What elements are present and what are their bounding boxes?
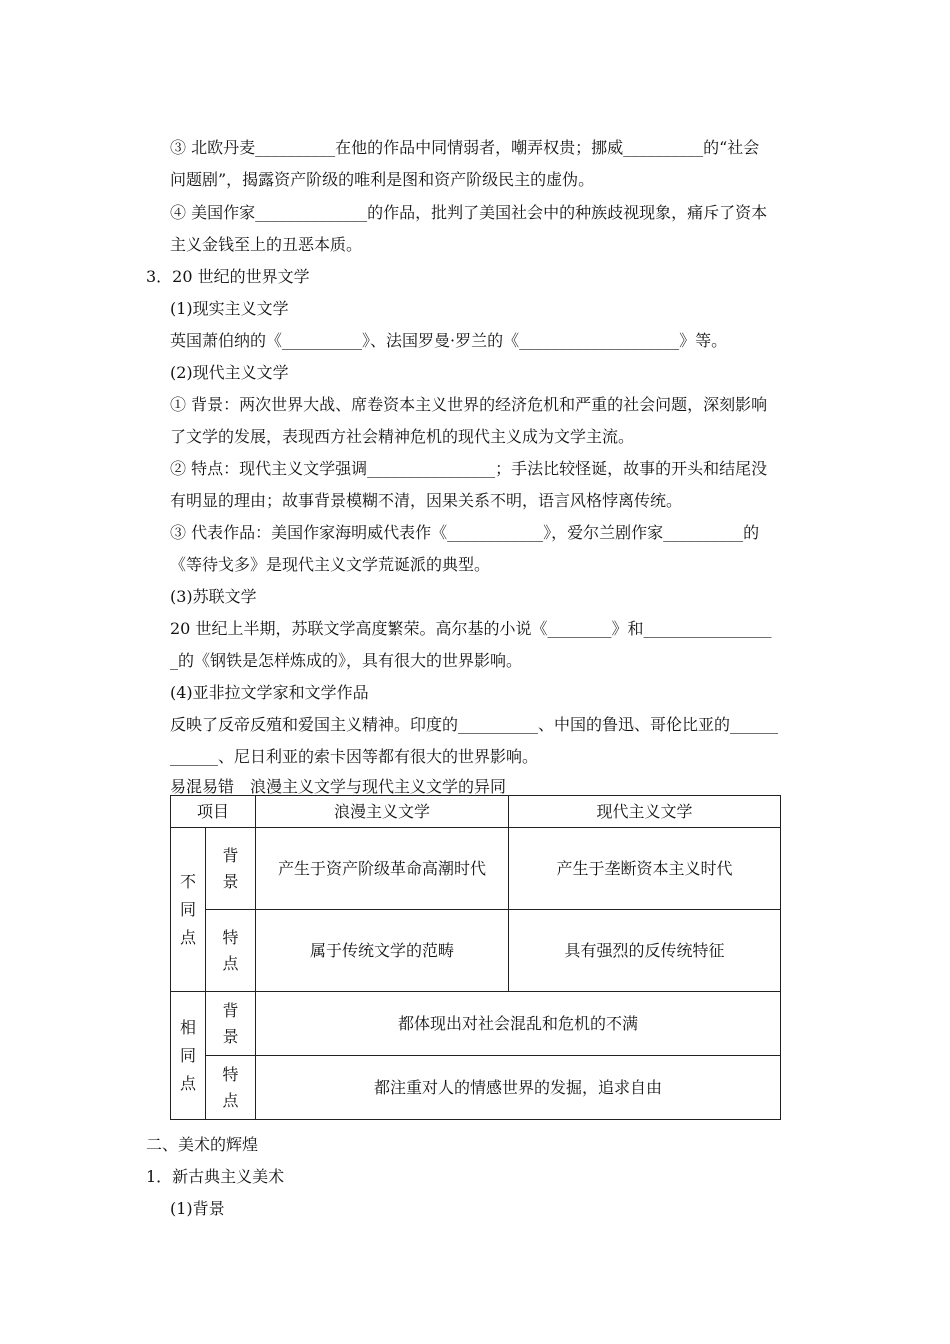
text-line: 反映了反帝反殖和爱国主义精神。印度的__________、中国的鲁迅、哥伦比亚的______ bbox=[170, 715, 779, 734]
table-row bbox=[171, 1056, 781, 1120]
header-modern: 现代主义文学 bbox=[509, 796, 781, 828]
text-line: 问题剧”，揭露资产阶级的唯利是图和资产阶级民主的虚伪。 bbox=[170, 170, 595, 189]
subsection-heading: (2)现代主义文学 bbox=[170, 363, 289, 382]
subrow-feature bbox=[206, 1056, 256, 1120]
subsection-heading: (3)苏联文学 bbox=[170, 587, 257, 606]
row-group-same bbox=[171, 992, 206, 1120]
subrow-background bbox=[206, 828, 256, 910]
background-label: 背景 bbox=[222, 845, 239, 891]
table-header-row bbox=[171, 796, 781, 828]
cell-same-bg: 都体现出对社会混乱和危机的不满 bbox=[256, 992, 781, 1056]
section-heading: 3．20 世纪的世界文学 bbox=[146, 267, 310, 286]
text-line: 20 世纪上半期，苏联文学高度繁荣。高尔基的小说《________》和________________ bbox=[170, 619, 772, 638]
text-line: ④ 美国作家______________的作品，批判了美国社会中的种族歧视现象，痛斥了资本 bbox=[170, 203, 768, 222]
background-label: 背景 bbox=[222, 1000, 239, 1046]
subrow-background bbox=[206, 992, 256, 1056]
cell-diff-feat-romantic: 属于传统文学的范畴 bbox=[256, 910, 509, 992]
subsection-heading: (1)现实主义文学 bbox=[170, 299, 289, 318]
section-heading: 二、美术的辉煌 bbox=[146, 1135, 259, 1154]
cell-same-feat: 都注重对人的情感世界的发掘，追求自由 bbox=[256, 1056, 781, 1120]
table-caption: 易混易错 浪漫主义文学与现代主义文学的异同 bbox=[170, 777, 507, 796]
text-line: ① 背景：两次世界大战、席卷资本主义世界的经济危机和严重的社会问题，深刻影响 bbox=[170, 395, 768, 414]
table-row bbox=[171, 910, 781, 992]
table-row bbox=[171, 828, 781, 910]
text-line: 英国萧伯纳的《__________》、法国罗曼·罗兰的《____________________》等。 bbox=[170, 331, 728, 350]
header-item: 项目 bbox=[171, 796, 256, 828]
text-line: ______、尼日利亚的索卡因等都有很大的世界影响。 bbox=[170, 747, 539, 766]
comparison-table bbox=[170, 795, 781, 1120]
text-line: 了文学的发展，表现西方社会精神危机的现代主义成为文学主流。 bbox=[170, 427, 635, 446]
text-line: 有明显的理由；故事背景模糊不清，因果关系不明，语言风格悖离传统。 bbox=[170, 491, 683, 510]
text-line: 主义金钱至上的丑恶本质。 bbox=[170, 235, 363, 254]
section-heading: 1．新古典主义美术 bbox=[146, 1167, 285, 1186]
text-line: 《等待戈多》是现代主义文学荒诞派的典型。 bbox=[170, 555, 491, 574]
feature-label: 特点 bbox=[222, 927, 239, 973]
diff-label: 不同点 bbox=[179, 871, 196, 947]
same-label: 相同点 bbox=[179, 1017, 196, 1093]
subsection-heading: (1)背景 bbox=[170, 1199, 225, 1218]
cell-diff-bg-romantic: 产生于资产阶级革命高潮时代 bbox=[256, 828, 509, 910]
feature-label: 特点 bbox=[222, 1064, 239, 1110]
cell-diff-bg-modern: 产生于垄断资本主义时代 bbox=[509, 828, 781, 910]
text-line: ③ 北欧丹麦__________在他的作品中同情弱者，嘲弄权贵；挪威__________的“社会 bbox=[170, 138, 760, 157]
cell-diff-feat-modern: 具有强烈的反传统特征 bbox=[509, 910, 781, 992]
text-line: ② 特点：现代主义文学强调________________；手法比较怪诞，故事的开头和结尾没 bbox=[170, 459, 768, 478]
row-group-diff bbox=[171, 828, 206, 992]
subsection-heading: (4)亚非拉文学家和文学作品 bbox=[170, 683, 369, 702]
header-romantic: 浪漫主义文学 bbox=[256, 796, 509, 828]
text-line: _的《钢铁是怎样炼成的》，具有很大的世界影响。 bbox=[170, 651, 523, 670]
table-row bbox=[171, 992, 781, 1056]
text-line: ③ 代表作品：美国作家海明威代表作《____________》，爱尔兰剧作家__________的 bbox=[170, 523, 760, 542]
subrow-feature bbox=[206, 910, 256, 992]
